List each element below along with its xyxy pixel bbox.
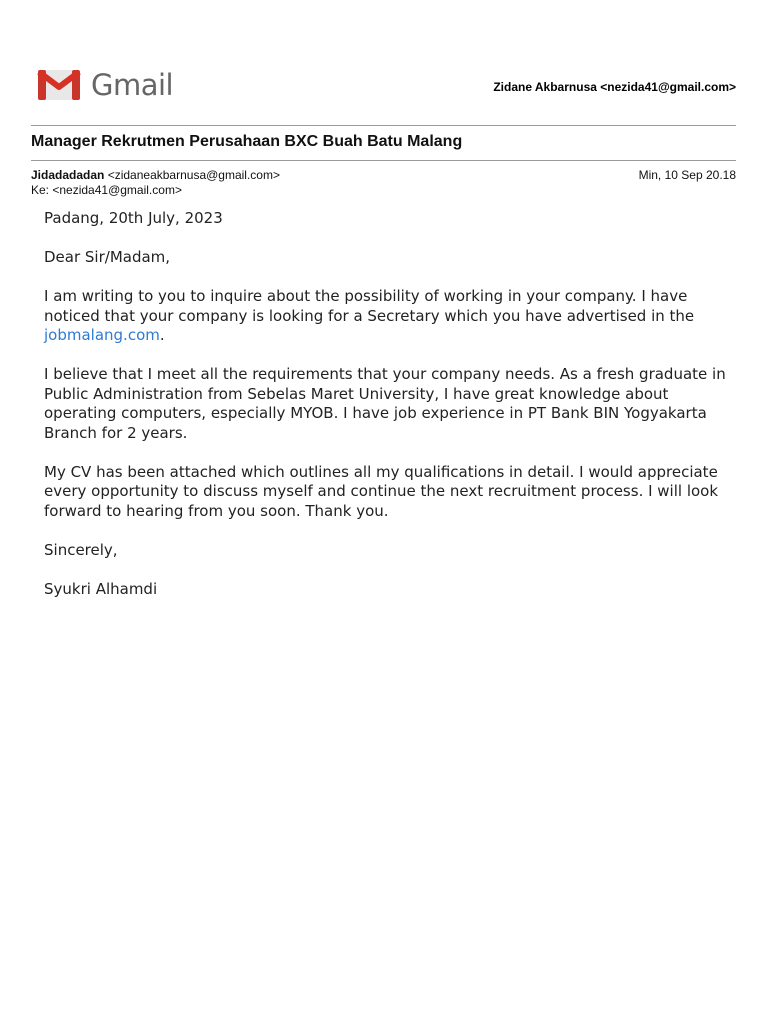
divider-subject bbox=[31, 160, 736, 161]
gmail-envelope-icon bbox=[37, 68, 81, 102]
jobmalang-link[interactable]: jobmalang.com bbox=[44, 326, 160, 344]
sender bbox=[31, 168, 280, 182]
recipient-email: <nezida41@gmail.com> bbox=[52, 183, 182, 197]
letter-paragraph-2: I believe that I meet all the requirements that your company needs. As a fresh graduate in Public Administration from Sebelas Maret University, I have great knowledge about operating computers, especially MYOB. I have job experience in PT Bank BIN Yogyakarta Branch for 2 years. bbox=[44, 365, 726, 442]
letter-closing: Sincerely, bbox=[44, 540, 118, 559]
letter-salutation: Dear Sir/Madam, bbox=[44, 248, 171, 266]
recipient bbox=[31, 183, 182, 197]
recipient-label: Ke: bbox=[31, 183, 50, 197]
email-date: Min, 10 Sep 20.18 bbox=[638, 168, 736, 182]
letter-paragraph-1 bbox=[44, 287, 734, 346]
letter-date: Padang, 20th July, 2023 bbox=[44, 209, 223, 227]
email-subject: Manager Rekrutmen Perusahaan BXC Buah Batu Malang bbox=[31, 133, 463, 150]
gmail-logo bbox=[37, 68, 173, 102]
account-label: Zidane Akbarnusa <nezida41@gmail.com> bbox=[493, 80, 736, 94]
email-body bbox=[44, 209, 734, 619]
divider-top bbox=[31, 125, 736, 126]
letter-signature: Syukri Alhamdi bbox=[44, 579, 158, 598]
sender-name: Jidadadadan bbox=[31, 168, 105, 182]
sender-email: <zidaneakbarnusa@gmail.com> bbox=[107, 168, 280, 182]
paragraph-1-end: . bbox=[159, 326, 165, 344]
gmail-header bbox=[37, 68, 736, 104]
letter-paragraph-3: My CV has been attached which outlines all my qualifications in detail. I would appreciate every opportunity to discuss myself and continue the next recruitment process. I will look forward to hearing from you soon. Thank you. bbox=[44, 462, 719, 520]
paragraph-1-text: I am writing to you to inquire about the possibility of working in your company. I have noticed that your company is looking for a Secretary which you have advertised in the bbox=[44, 287, 695, 325]
gmail-logo-text: Gmail bbox=[91, 68, 174, 102]
